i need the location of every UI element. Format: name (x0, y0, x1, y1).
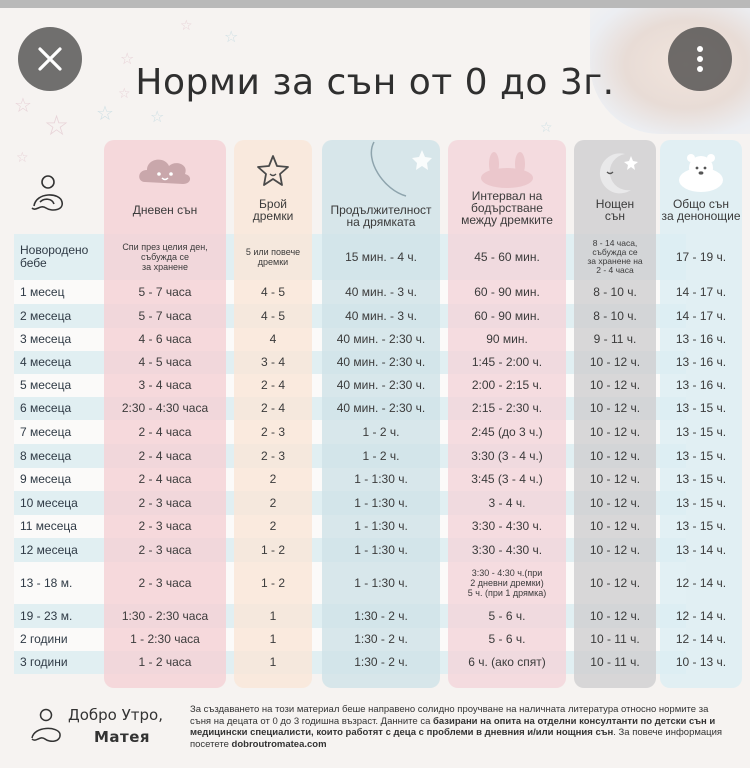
cell-total: 13 - 15 ч. (675, 519, 727, 533)
row-age-label: 10 месеца (20, 495, 78, 510)
cell-night: 10 - 12 ч. (589, 355, 641, 369)
cell-day: 2 - 3 часа (138, 495, 192, 510)
row-age-label: 2 месеца (20, 308, 72, 323)
brand-name-line2: Матея (94, 728, 151, 746)
cell-duration: 40 мин. - 2:30 ч. (336, 355, 426, 369)
cell-night: 8 - 14 часа, събужда се за хранене на 2 - 4 часа (587, 238, 643, 275)
cell-interval: 5 - 6 ч. (488, 632, 526, 646)
cell-duration: 40 мин. - 3 ч. (345, 308, 417, 323)
cell-day: 4 - 5 часа (138, 355, 192, 369)
row-age-label: 3 години (20, 655, 68, 669)
cell-interval: 3:30 - 4:30 ч. (471, 519, 543, 533)
star-decoration-icon: ☆ (150, 109, 165, 126)
cell-naps: 2 (269, 495, 277, 510)
cell-duration: 1 - 1:30 ч. (354, 519, 408, 533)
cell-day: 2 - 4 часа (138, 448, 192, 463)
star-decoration-icon: ☆ (118, 85, 131, 101)
cell-duration: 1:30 - 2 ч. (354, 608, 408, 623)
cell-night: 10 - 12 ч. (589, 542, 641, 557)
cell-day: 3 - 4 часа (138, 378, 192, 392)
cell-naps: 1 (269, 632, 277, 646)
cell-duration: 1:30 - 2 ч. (354, 632, 408, 646)
cell-night: 10 - 12 ч. (589, 401, 641, 415)
page-title: Норми за сън от 0 до 3г. (135, 62, 615, 103)
cell-night: 10 - 12 ч. (589, 424, 641, 439)
cell-interval: 6 ч. (ако спят) (468, 655, 546, 669)
brand-logo-icon (28, 706, 64, 746)
cell-day: 4 - 6 часа (138, 332, 192, 346)
cell-interval: 3 - 4 ч. (488, 495, 526, 510)
star-decoration-icon: ☆ (224, 29, 239, 46)
star-decoration-icon: ☆ (180, 17, 193, 33)
row-age-label: 12 месеца (20, 542, 78, 557)
column-header-total: Общо сън за денонощие (661, 197, 741, 223)
cell-naps: 2 - 4 (260, 378, 285, 392)
cell-night: 9 - 11 ч. (593, 332, 637, 346)
cell-day: 2 - 4 часа (138, 424, 192, 439)
cell-duration: 1 - 1:30 ч. (354, 542, 408, 557)
cell-duration: 15 мин. - 4 ч. (345, 249, 417, 264)
cell-naps: 1 (269, 608, 277, 623)
row-age-label: 11 месеца (20, 519, 77, 533)
row-age-label: 6 месеца (20, 401, 72, 415)
column-header-night: Нощен сън (595, 197, 635, 223)
cell-duration: 40 мин. - 3 ч. (345, 284, 417, 299)
row-age-label: 2 години (20, 632, 68, 646)
cell-night: 10 - 11 ч. (590, 632, 640, 646)
cell-total: 12 - 14 ч. (675, 608, 727, 623)
cell-day: 2 - 3 часа (138, 575, 192, 590)
cell-total: 13 - 15 ч. (675, 401, 727, 415)
cell-night: 10 - 12 ч. (589, 495, 641, 510)
cell-naps: 2 - 3 (260, 424, 285, 439)
star-decoration-icon: ☆ (540, 119, 553, 135)
cell-day: 2 - 3 часа (138, 542, 192, 557)
star-decoration-icon: ☆ (96, 103, 114, 125)
cell-interval: 90 мин. (486, 332, 528, 346)
cell-interval: 5 - 6 ч. (488, 608, 526, 623)
cell-total: 12 - 14 ч. (675, 632, 727, 646)
cell-interval: 2:00 - 2:15 ч. (471, 378, 543, 392)
column-header-duration: Продължителност на дрямката (330, 203, 432, 229)
cell-day: Спи през целия ден, събужда се за хранене (122, 242, 208, 272)
cell-day: 1 - 2 часа (138, 655, 192, 669)
row-age-label: 13 - 18 м. (20, 575, 73, 590)
cell-duration: 1 - 2 ч. (362, 424, 400, 439)
row-age-label: 5 месеца (20, 378, 72, 392)
cell-night: 10 - 12 ч. (589, 472, 641, 486)
cell-total: 14 - 17 ч. (675, 284, 727, 299)
cell-night: 10 - 12 ч. (589, 608, 641, 623)
status-strip (0, 0, 750, 8)
cell-day: 1 - 2:30 часа (130, 632, 200, 646)
cell-duration: 40 мин. - 2:30 ч. (336, 401, 426, 415)
moon-star-icon (344, 140, 434, 205)
cell-interval: 60 - 90 мин. (474, 308, 540, 323)
cell-total: 13 - 15 ч. (675, 448, 727, 463)
cell-duration: 1 - 1:30 ч. (354, 495, 408, 510)
row-age-label: 9 месеца (20, 472, 72, 486)
cell-total: 17 - 19 ч. (675, 249, 727, 264)
cell-naps: 5 или повече дремки (245, 247, 301, 267)
star-decoration-icon: ☆ (44, 110, 70, 141)
cell-duration: 40 мин. - 2:30 ч. (336, 378, 426, 392)
cell-duration: 40 мин. - 2:30 ч. (336, 332, 426, 346)
row-age-label: Новородено бебе (20, 243, 89, 270)
cell-interval: 60 - 90 мин. (474, 284, 540, 299)
cell-night: 8 - 10 ч. (593, 284, 637, 299)
footnote: За създаването на този материал беше направено солидно проучване на наличната литература относно нормите за съня на децата от 0 до 3 годишна възраст. Данните са базирани на опита на отделни консултанти по детски сън и медицински специалисти, които работят с деца с проблеми в дневния и/или нощния сън. За повече информация посетете dobroutromatea.com (190, 704, 723, 750)
polar-bear-icon (671, 150, 731, 199)
website-link[interactable]: dobroutromatea.com (231, 738, 327, 750)
cell-night: 10 - 12 ч. (589, 378, 641, 392)
cell-naps: 2 - 3 (260, 448, 285, 463)
cell-naps: 1 (269, 655, 277, 669)
cell-day: 1:30 - 2:30 часа (121, 608, 209, 623)
cell-total: 13 - 15 ч. (675, 495, 727, 510)
cell-day: 5 - 7 часа (138, 284, 192, 299)
star-decoration-icon: ☆ (120, 51, 135, 68)
cell-interval: 45 - 60 мин. (474, 249, 540, 264)
cell-naps: 3 - 4 (260, 355, 285, 369)
cell-total: 13 - 16 ч. (675, 355, 727, 369)
cell-interval: 2:15 - 2:30 ч. (471, 401, 543, 415)
row-age-label: 1 месец (20, 284, 65, 299)
more-vertical-icon (695, 44, 705, 74)
cell-naps: 4 - 5 (260, 308, 285, 323)
cell-interval: 3:30 (3 - 4 ч.) (471, 448, 543, 463)
cell-total: 13 - 16 ч. (675, 332, 727, 346)
more-options-button[interactable] (668, 27, 732, 91)
cell-day: 2:30 - 4:30 часа (121, 401, 209, 415)
column-header-naps: Брой дремки (252, 197, 294, 223)
cell-night: 8 - 10 ч. (593, 308, 637, 323)
cell-interval: 3:30 - 4:30 ч. (471, 542, 543, 557)
cell-night: 10 - 12 ч. (589, 448, 641, 463)
cell-day: 2 - 3 часа (138, 519, 192, 533)
close-icon (35, 44, 65, 74)
cell-total: 14 - 17 ч. (675, 308, 727, 323)
cell-total: 13 - 15 ч. (675, 472, 727, 486)
cell-duration: 1:30 - 2 ч. (354, 655, 408, 669)
cell-naps: 1 - 2 (260, 542, 285, 557)
cell-total: 13 - 14 ч. (675, 542, 727, 557)
cell-night: 10 - 12 ч. (589, 519, 641, 533)
cell-total: 13 - 15 ч. (675, 424, 727, 439)
cell-total: 10 - 13 ч. (675, 655, 727, 669)
cell-duration: 1 - 1:30 ч. (354, 575, 408, 590)
cell-night: 10 - 12 ч. (589, 575, 641, 590)
star-decoration-icon: ☆ (14, 95, 32, 117)
star-icon (253, 150, 293, 195)
cell-naps: 1 - 2 (260, 575, 285, 590)
row-age-label: 19 - 23 м. (20, 608, 73, 623)
row-age-label: 7 месеца (20, 424, 72, 439)
brand-name-line1: Добро Утро, (68, 706, 163, 724)
column-header-interval: Интервал на бодърстване между дремките (461, 189, 553, 227)
cell-duration: 1 - 2 ч. (362, 448, 400, 463)
cell-total: 13 - 16 ч. (675, 378, 727, 392)
cell-interval: 3:30 - 4:30 ч.(при 2 дневни дремки) 5 ч. (при 1 дрямка) (467, 568, 547, 598)
cell-naps: 2 (269, 472, 277, 486)
row-age-label: 8 месеца (20, 448, 72, 463)
cell-day: 5 - 7 часа (138, 308, 192, 323)
cloud-icon (135, 150, 195, 195)
cell-day: 2 - 4 часа (138, 472, 192, 486)
cell-naps: 4 - 5 (260, 284, 285, 299)
moon-face-icon (585, 150, 645, 201)
close-button[interactable] (18, 27, 82, 91)
cell-naps: 4 (269, 332, 277, 346)
row-age-label: 4 месеца (20, 355, 72, 369)
baby-logo-icon (26, 172, 70, 216)
cell-interval: 1:45 - 2:00 ч. (471, 355, 543, 369)
cell-naps: 2 (269, 519, 277, 533)
cell-naps: 2 - 4 (260, 401, 285, 415)
cell-interval: 3:45 (3 - 4 ч.) (471, 472, 543, 486)
column-header-day: Дневен сън (132, 203, 198, 217)
cell-total: 12 - 14 ч. (675, 575, 727, 590)
star-decoration-icon: ☆ (16, 149, 29, 165)
row-age-label: 3 месеца (20, 332, 72, 346)
cell-night: 10 - 11 ч. (590, 655, 640, 669)
cell-duration: 1 - 1:30 ч. (354, 472, 408, 486)
cell-interval: 2:45 (до 3 ч.) (471, 424, 543, 439)
